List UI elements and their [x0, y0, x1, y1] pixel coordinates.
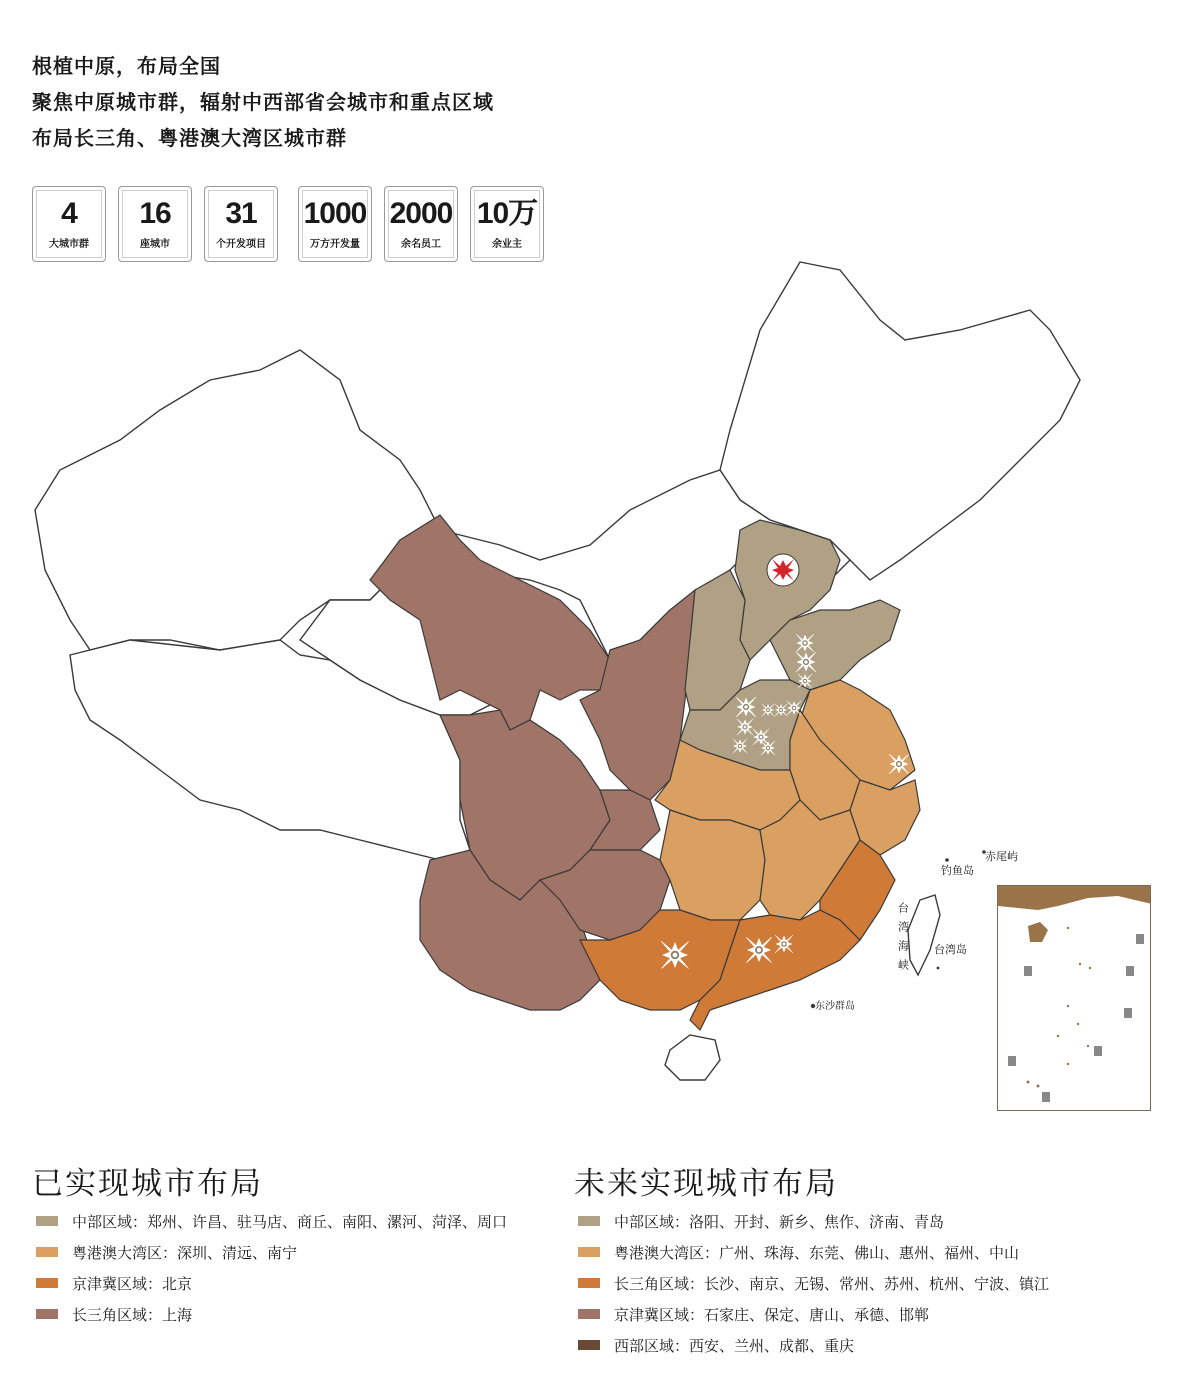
stat-value: 2000: [389, 197, 453, 230]
legend-text: 西部区域：西安、兰州、成都、重庆: [614, 1337, 855, 1355]
stat-label: 万方开发量: [310, 239, 360, 250]
project-marker: [746, 937, 771, 962]
headline-line-1: 根植中原，布局全国: [32, 54, 221, 78]
stat-label: 座城市: [140, 239, 170, 250]
legend-text: 粤港澳大湾区：广州、珠海、东莞、佛山、惠州、福州、中山: [614, 1244, 1020, 1262]
legend-swatch: [578, 1309, 600, 1319]
project-marker: [733, 739, 747, 753]
legend-text: 京津冀区域：石家庄、保定、唐山、承德、邯郸: [614, 1306, 930, 1324]
inset-map: [998, 886, 1151, 1111]
south-china-sea-inset: [997, 885, 1151, 1111]
legend-text: 长三角区域：长沙、南京、无锡、常州、苏州、杭州、宁波、镇江: [614, 1275, 1050, 1293]
label-taiwan-island: 台湾岛: [934, 943, 967, 956]
region-taiwan: [908, 895, 940, 975]
stat-value: 31: [225, 197, 257, 230]
beijing-marker: [767, 554, 799, 586]
stat-value: 4: [61, 197, 77, 230]
legend-text: 粤港澳大湾区：深圳、清远、南宁: [72, 1244, 298, 1262]
stat-label: 余名员工: [401, 239, 441, 250]
legend-item: [36, 1269, 507, 1300]
legend-swatch: [36, 1216, 58, 1226]
legend-text: 京津冀区域：北京: [72, 1275, 193, 1293]
project-marker: [775, 704, 788, 717]
stat-label: 个开发项目: [216, 239, 266, 250]
label-taiwan-strait: 台湾海峡: [896, 902, 910, 978]
label-dongsha: 东沙群岛: [815, 1001, 855, 1012]
project-marker: [762, 704, 775, 717]
legend-item: [578, 1207, 1049, 1238]
stat-value: 1000: [303, 197, 367, 230]
legend-text: 长三角区域：上海: [72, 1306, 193, 1324]
stat-value: 10万: [476, 197, 538, 230]
project-marker: [737, 719, 753, 735]
legend-future-list: [578, 1207, 1049, 1362]
legend-realized-list: [36, 1207, 507, 1331]
legend-swatch: [578, 1340, 600, 1350]
legend-item: [578, 1269, 1049, 1300]
headline-line-2: 聚焦中原城市群，辐射中西部省会城市和重点区域: [32, 90, 494, 114]
legend-future-title: 未来实现城市布局: [574, 1166, 838, 1202]
legend-swatch: [578, 1216, 600, 1226]
legend-swatch: [578, 1247, 600, 1257]
label-chiwei: 赤尾屿: [985, 850, 1018, 863]
project-marker: [889, 754, 909, 774]
project-marker: [798, 674, 812, 688]
legend-swatch: [36, 1309, 58, 1319]
project-marker: [761, 741, 775, 755]
stat-value: 16: [139, 197, 171, 230]
region-shanxi: [685, 570, 750, 710]
legend-swatch: [36, 1278, 58, 1288]
region-hunan: [660, 810, 765, 920]
project-marker: [796, 634, 814, 652]
project-marker: [787, 701, 801, 715]
legend-item: [578, 1238, 1049, 1269]
legend-realized-title: 已实现城市布局: [32, 1166, 263, 1202]
legend-text: 中部区域：郑州、许昌、驻马店、商丘、南阳、漯河、菏泽、周口: [72, 1213, 508, 1231]
project-marker: [753, 729, 769, 745]
legend-swatch: [578, 1278, 600, 1288]
legend-item: [36, 1238, 507, 1269]
region-hainan: [665, 1035, 720, 1080]
label-diaoyu: 钓鱼岛: [941, 864, 974, 877]
legend-item: [36, 1300, 507, 1331]
stat-label: 大城市群: [49, 239, 89, 250]
legend-text: 中部区域：洛阳、开封、新乡、焦作、济南、青岛: [614, 1213, 945, 1231]
project-marker: [796, 652, 816, 672]
legend-item: [36, 1207, 507, 1238]
legend-item: [578, 1300, 1049, 1331]
legend-swatch: [36, 1247, 58, 1257]
project-marker: [775, 935, 793, 953]
project-marker: [736, 697, 756, 717]
project-marker: [662, 942, 689, 969]
legend-item: [578, 1331, 1049, 1362]
stat-label: 余业主: [492, 239, 522, 250]
headline-line-3: 布局长三角、粤港澳大湾区城市群: [32, 126, 347, 150]
